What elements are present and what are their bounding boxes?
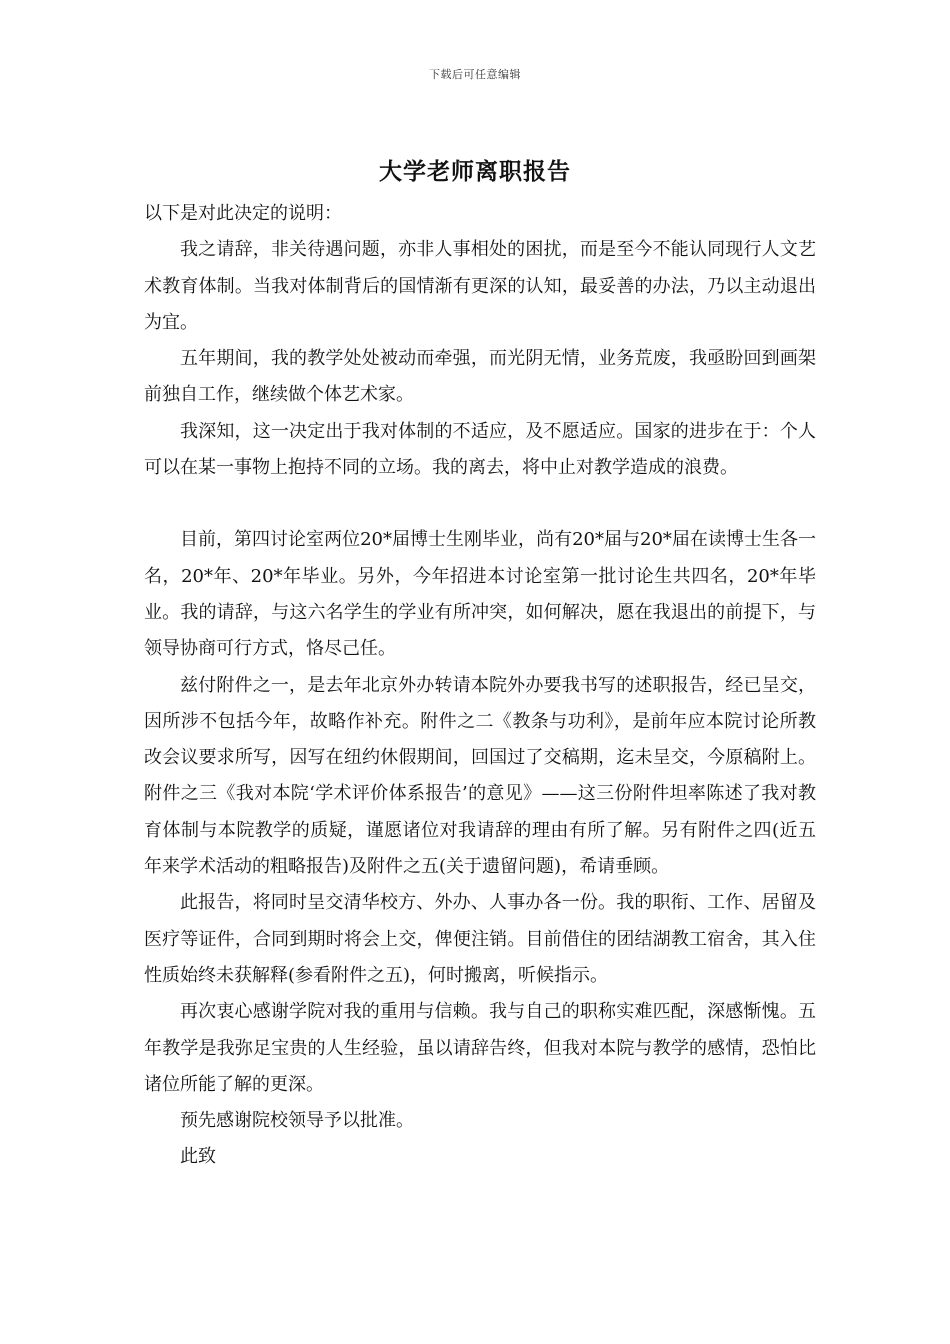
paragraph: 五年期间，我的教学处处被动而牵强，而光阴无情，业务荒废，我亟盼回到画架前独自工作，继续做个体艺术家。	[144, 348, 816, 406]
closing-salutation: 此致	[180, 1146, 216, 1168]
paragraph: 我深知，这一决定出于我对体制的不适应，及不愿适应。国家的进步在于：个人可以在某一事物上抱持不同的立场。我的离去，将中止对教学造成的浪费。	[144, 420, 816, 479]
header-note: 下载后可任意编辑	[429, 68, 521, 81]
paragraph: 目前，第四讨论室两位20*届博士生刚毕业，尚有20*届与20*届在读博士生各一名，20*年、20*年毕业。另外，今年招进本讨论室第一批讨论生共四名，20*年毕业。我的请辞，与这六名学生的学业有所冲突，如何解决，愿在我退出的前提下，与领导协商可行方式，恪尽己任。	[144, 529, 816, 660]
paragraph: 再次衷心感谢学院对我的重用与信赖。我与自己的职称实难匹配，深感惭愧。五年教学是我弥足宝贵的人生经验，虽以请辞告终，但我对本院与教学的感情，恐怕比诸位所能了解的更深。	[144, 1001, 816, 1095]
paragraph: 我之请辞，非关待遇问题，亦非人事相处的困扰，而是至今不能认同现行人文艺术教育体制。当我对体制背后的国情渐有更深的认知，最妥善的办法，乃以主动退出为宜。	[144, 239, 816, 333]
blank-line	[144, 486, 816, 522]
paragraph: 此报告，将同时呈交清华校方、外办、人事办各一份。我的职衔、工作、居留及医疗等证件，合同到期时将会上交，俾便注销。目前借住的团结湖教工宿舍，其入住性质始终未获解释(参看附件之五)，何时搬离，听候指示。	[144, 892, 816, 986]
document-body	[144, 196, 816, 1176]
paragraph: 兹付附件之一，是去年北京外办转请本院外办要我书写的述职报告，经已呈交，因所涉不包括今年，故略作补充。附件之二《教条与功利》，是前年应本院讨论所教改会议要求所写，因写在纽约休假期间，回国过了交稿期，迄未呈交，今原稿附上。附件之三《我对本院‘学术评价体系报告’的意见》——这三份附件坦率陈述了我对教育体制与本院教学的质疑，谨愿诸位对我请辞的理由有所了解。另有附件之四(近五年来学术活动的粗略报告)及附件之五(关于遗留问题)，希请垂顾。	[144, 674, 816, 878]
intro-line: 以下是对此决定的说明：	[144, 203, 342, 224]
paragraph: 预先感谢院校领导予以批准。	[180, 1110, 414, 1132]
document-title: 大学老师离职报告	[379, 158, 571, 185]
